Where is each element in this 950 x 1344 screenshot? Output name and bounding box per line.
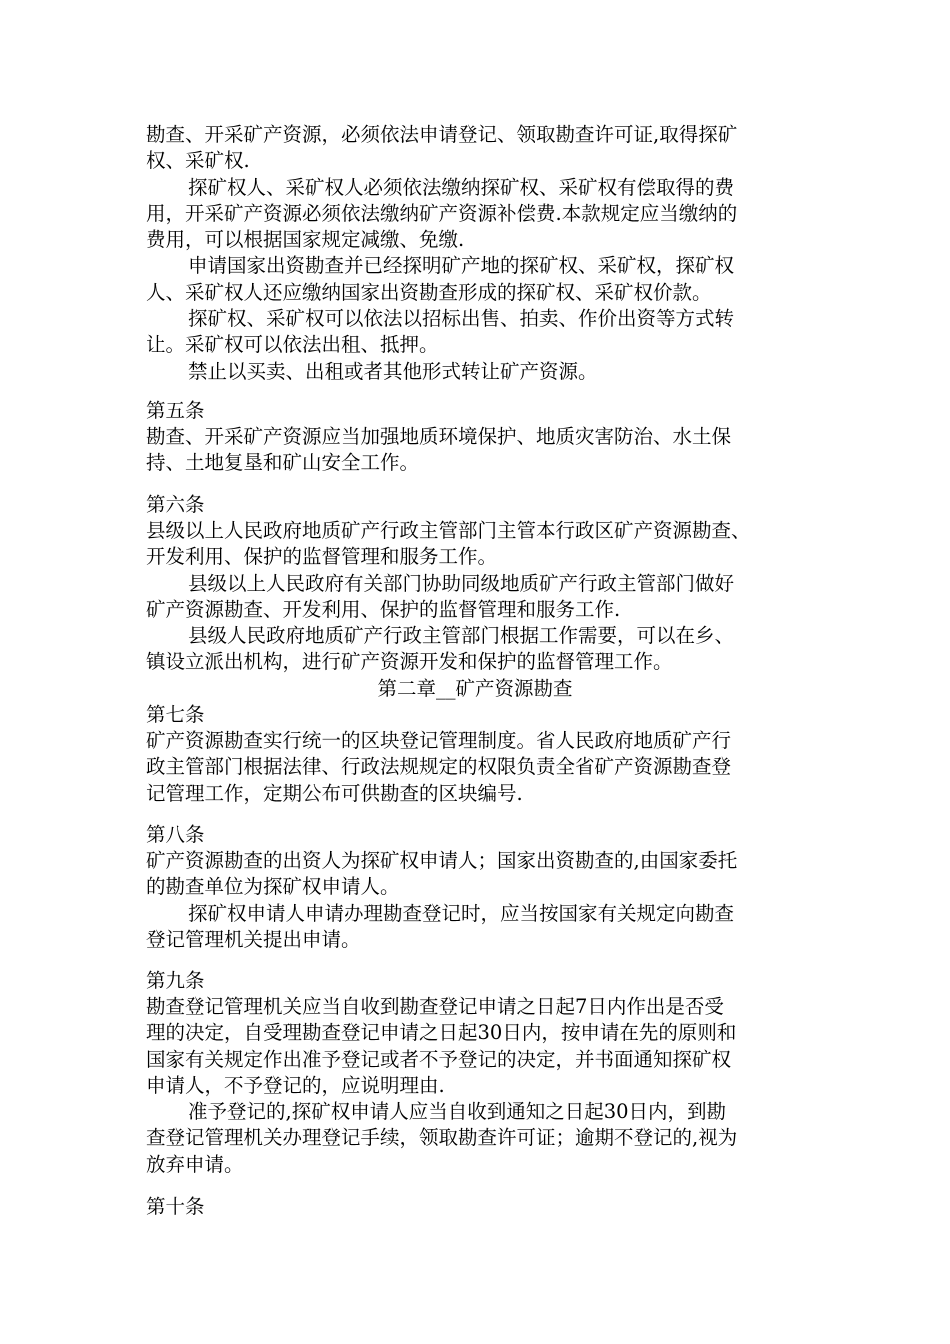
- text-line: 申请人，不予登记的，应说明理由.: [146, 1073, 445, 1097]
- text-line: 探矿权人、采矿权人必须依法缴纳探矿权、采矿权有偿取得的费: [188, 175, 735, 199]
- text-line: 勘查、开采矿产资源应当加强地质环境保护、地质灾害防治、水土保: [146, 425, 732, 448]
- article-heading-8: 第八条: [146, 823, 205, 846]
- text-line: 的勘查单位为探矿权申请人。: [146, 875, 400, 899]
- text-line: 矿产资源勘查、开发利用、保护的监督管理和服务工作.: [146, 597, 621, 621]
- text-line: 人、采矿权人还应缴纳国家出资勘查形成的探矿权、采矿权价款。: [146, 280, 712, 304]
- article-7-body: [146, 728, 808, 807]
- text-line: 登记管理机关提出申请。: [146, 927, 361, 951]
- text-line: 勘查、开采矿产资源，必须依法申请登记、领取勘查许可证,取得探矿: [146, 123, 738, 146]
- article-heading-6: 第六条: [146, 493, 205, 516]
- text-line: 县级以上人民政府地质矿产行政主管部门主管本行政区矿产资源勘查、: [146, 519, 751, 542]
- text-line: 镇设立派出机构，进行矿产资源开发和保护的监督管理工作。: [146, 650, 673, 674]
- text-line: 查登记管理机关办理登记手续，领取勘查许可证；逾期不登记的,视为: [146, 1126, 738, 1150]
- article-heading-9: 第九条: [146, 969, 205, 992]
- text-line: 费用，可以根据国家规定减缴、免缴.: [146, 228, 465, 252]
- article-9-body: [146, 994, 808, 1178]
- text-line: 探矿权申请人申请办理勘查登记时，应当按国家有关规定向勘查: [188, 901, 735, 925]
- text-line: 县级人民政府地质矿产行政主管部门根据工作需要，可以在乡、: [188, 624, 735, 648]
- article-heading-7: 第七条: [146, 703, 205, 726]
- text-line: 禁止以买卖、出租或者其他形式转让矿产资源。: [188, 359, 598, 383]
- article-heading-10: 第十条: [146, 1195, 205, 1218]
- text-line: 探矿权、采矿权可以依法以招标出售、拍卖、作价出资等方式转: [188, 307, 735, 331]
- text-line: 矿产资源勘查实行统一的区块登记管理制度。省人民政府地质矿产行: [146, 729, 732, 752]
- text-line: 用，开采矿产资源必须依法缴纳矿产资源补偿费.本款规定应当缴纳的: [146, 201, 738, 225]
- article-5-body: [146, 424, 808, 477]
- text-line: 理的决定，自受理勘查登记申请之日起30日内，按申请在先的原则和: [146, 1021, 737, 1045]
- text-line: 县级以上人民政府有关部门协助同级地质矿产行政主管部门做好: [188, 571, 735, 595]
- text-line: 开发利用、保护的监督管理和服务工作。: [146, 545, 498, 569]
- text-line: 权、采矿权.: [146, 149, 250, 173]
- article-4-continuation: [146, 122, 808, 385]
- text-line: 持、土地复垦和矿山安全工作。: [146, 451, 420, 475]
- text-line: 勘查登记管理机关应当自收到勘查登记申请之日起7日内作出是否受: [146, 995, 724, 1018]
- text-line: 国家有关规定作出准予登记或者不予登记的决定，并书面通知探矿权: [146, 1047, 732, 1071]
- text-line: 准予登记的,探矿权申请人应当自收到通知之日起30日内，到勘: [188, 1100, 727, 1124]
- article-heading-5: 第五条: [146, 399, 205, 422]
- text-line: 放弃申请。: [146, 1152, 244, 1176]
- article-8-body: [146, 848, 808, 953]
- chapter-heading: 第二章__矿产资源勘查: [377, 677, 573, 700]
- text-line: 矿产资源勘查的出资人为探矿权申请人；国家出资勘查的,由国家委托: [146, 849, 738, 872]
- text-line: 记管理工作，定期公布可供勘查的区块编号.: [146, 781, 523, 805]
- text-line: 政主管部门根据法律、行政法规规定的权限负责全省矿产资源勘查登: [146, 755, 732, 779]
- article-6-body: [146, 518, 808, 676]
- text-line: 让。采矿权可以依法出租、抵押。: [146, 333, 439, 357]
- text-line: 申请国家出资勘查并已经探明矿产地的探矿权、采矿权，探矿权: [188, 254, 735, 278]
